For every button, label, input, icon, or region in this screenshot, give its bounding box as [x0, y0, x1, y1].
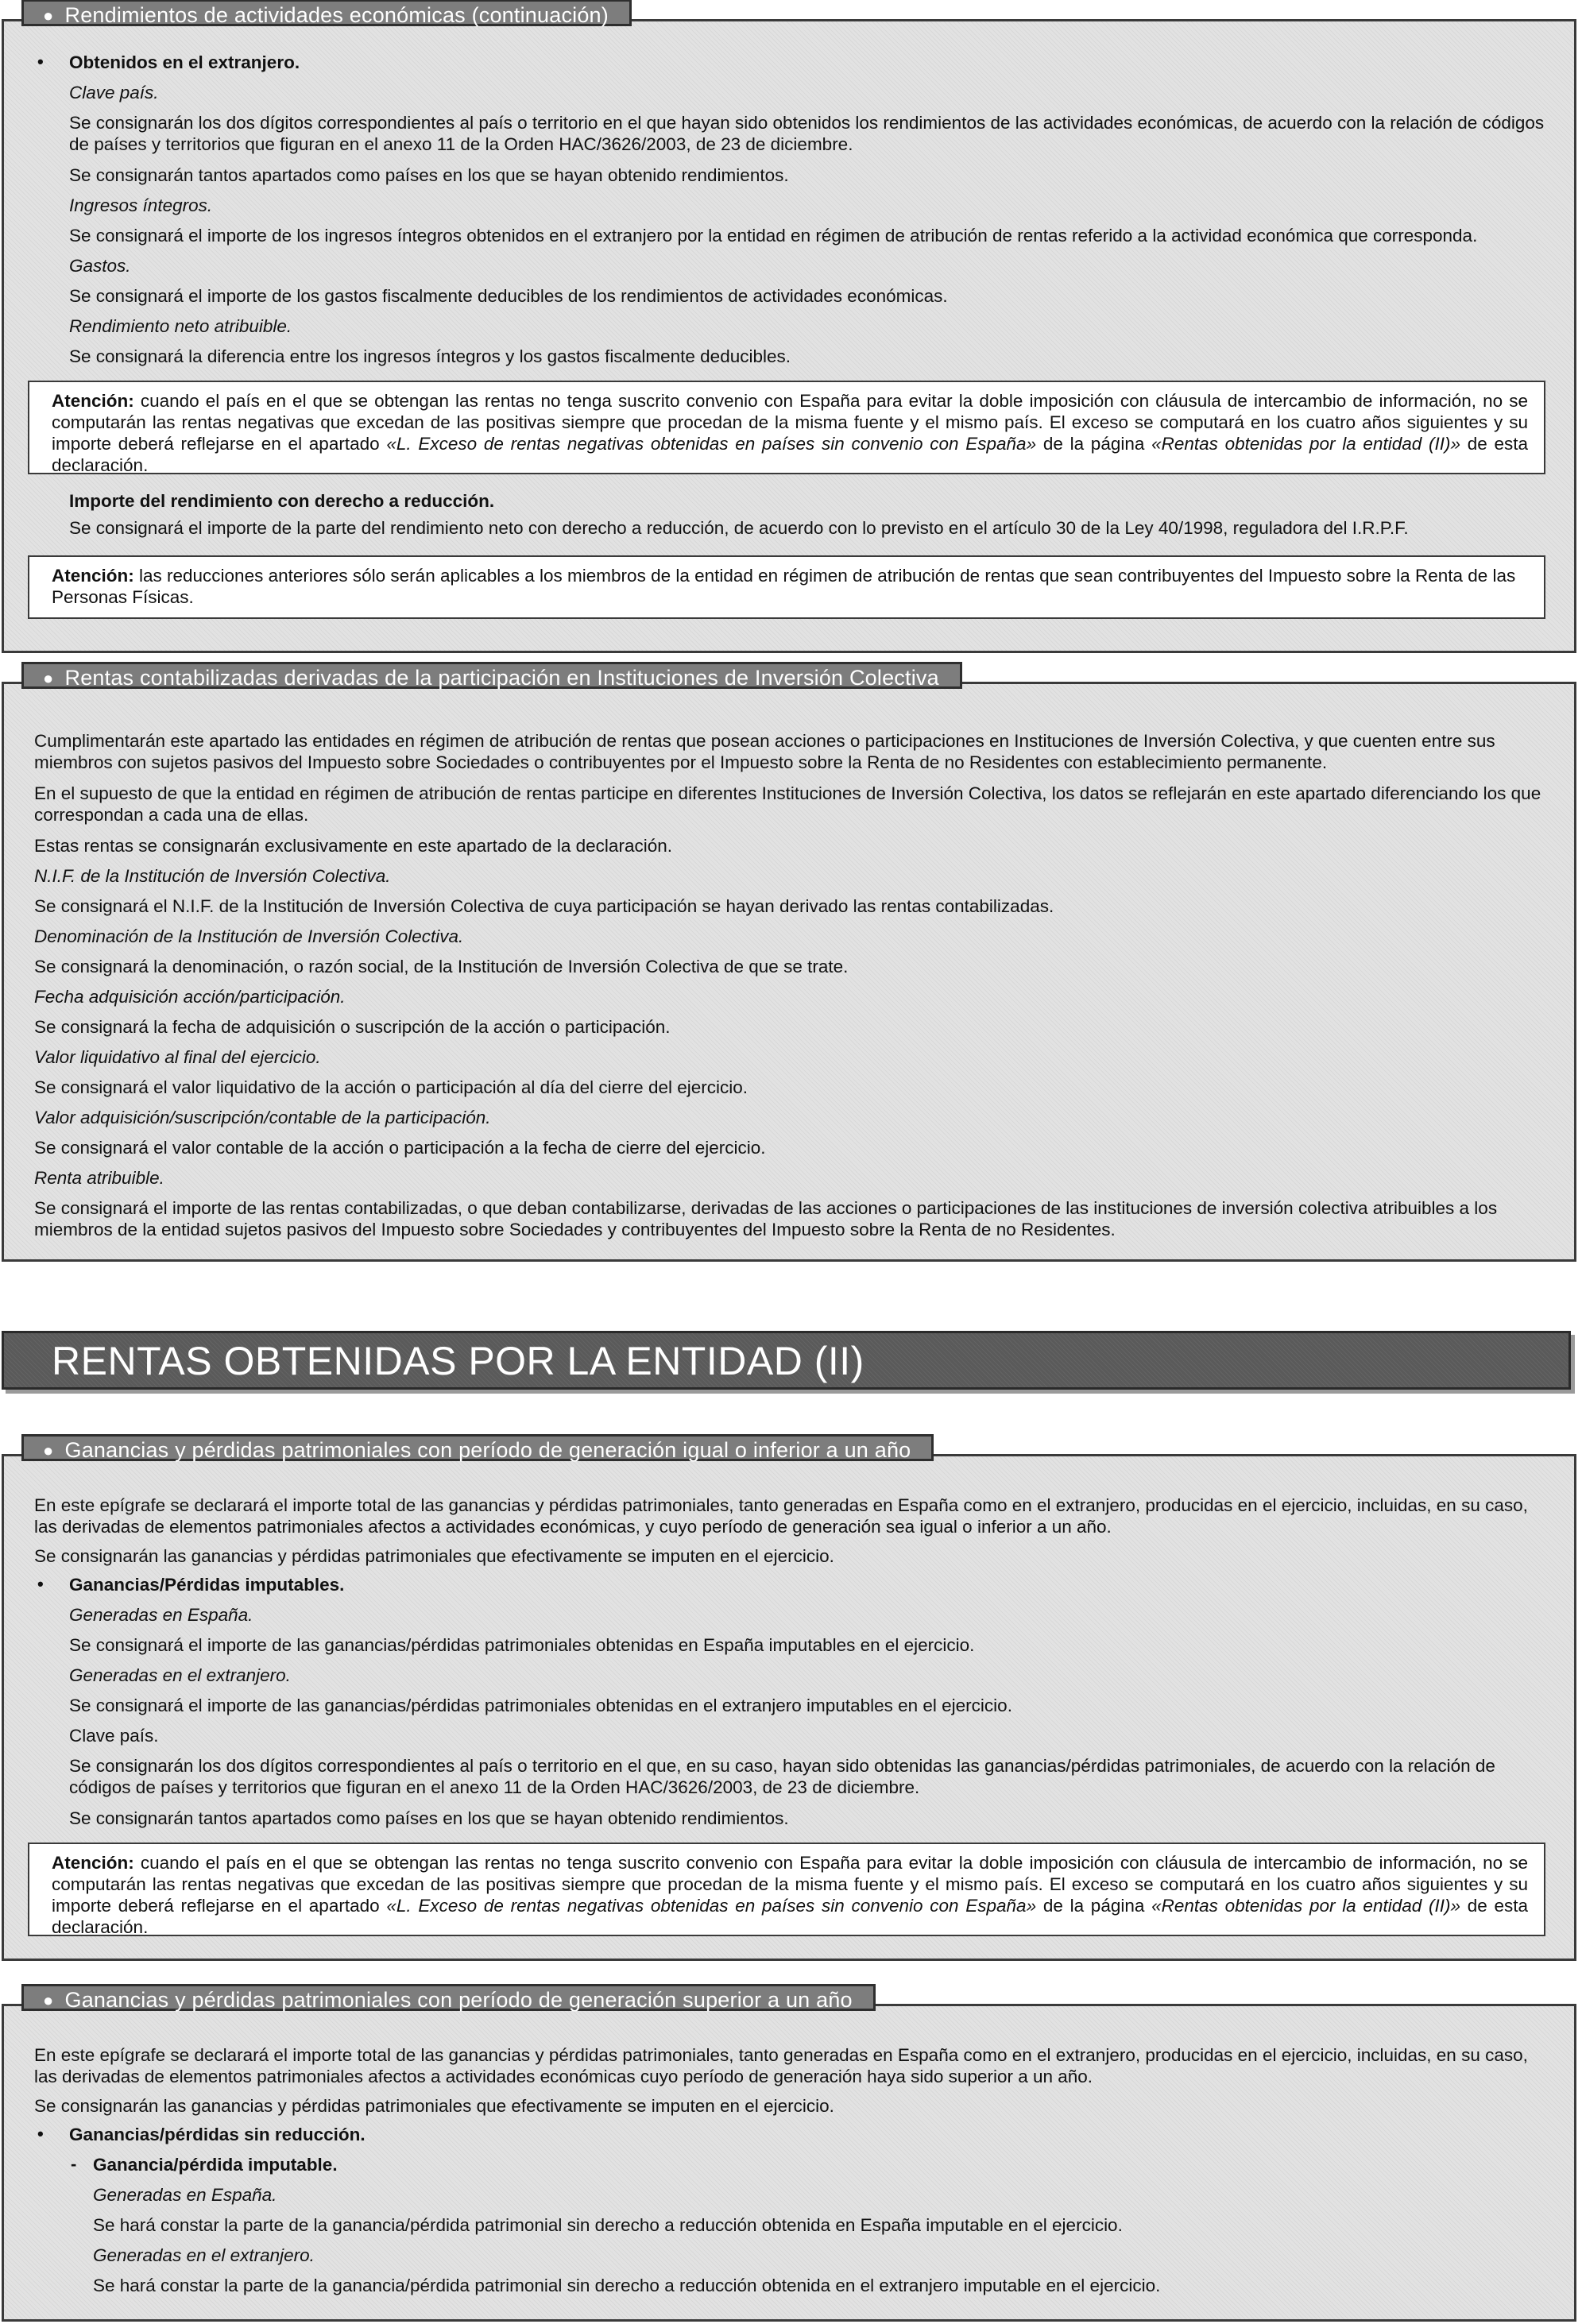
attention-ref: «Rentas obtenidas por la entidad (II)» [1151, 434, 1460, 454]
paragraph: Cumplimentarán este apartado las entidades en régimen de atribución de rentas que posean acciones o participaciones en Instituciones de Inversión Colectiva, y que cuenten entre sus miembros con sujetos pasivos del Impuesto sobre Sociedades o contribuyentes por el Impuesto sobre la Renta de no Residentes con establecimiento permanente. [34, 731, 1495, 772]
subsection-title: Obtenidos en el extranjero. [69, 52, 300, 72]
field-description: Se consignarán tantos apartados como países en los que se hayan obtenido rendimientos. [69, 1808, 789, 1828]
section-rendimientos [2, 3, 1576, 653]
bullet-icon: • [37, 2124, 44, 2144]
section-tab-label: Rendimientos de actividades económicas (continuación) [64, 3, 609, 27]
paragraph: Estas rentas se consignarán exclusivamente en este apartado de la declaración. [34, 836, 672, 856]
bullet-dot-icon: ● [43, 668, 54, 688]
field-label: Renta atribuible. [34, 1168, 164, 1188]
section-tab-label: Ganancias y pérdidas patrimoniales con período de generación igual o inferior a un año [64, 1438, 911, 1462]
field-description: Se hará constar la parte de la ganancia/pérdida patrimonial sin derecho a reducción obtenida en el extranjero imputable en el ejercicio. [93, 2276, 1161, 2295]
field-label: Clave país. [69, 1726, 159, 1746]
bullet-dot-icon: ● [43, 1440, 54, 1460]
page-title-banner [2, 1331, 1571, 1390]
field-label: N.I.F. de la Institución de Inversión Colectiva. [34, 866, 391, 886]
attention-label: Atención: [52, 566, 134, 586]
field-label: Generadas en el extranjero. [69, 1665, 291, 1685]
field-description: Se consignará el importe de los gastos fiscalmente deducibles de los rendimientos de actividades económicas. [69, 286, 948, 306]
field-description: Se hará constar la parte de la ganancia/pérdida patrimonial sin derecho a reducción obtenida en España imputable en el ejercicio. [93, 2215, 1123, 2235]
bullet-dot-icon: ● [43, 1990, 54, 2010]
field-description: Se consignarán los dos dígitos correspondientes al país o territorio en el que hayan sido obtenidos los rendimientos de las actividades económicas, de acuerdo con la relación de códigos de países y territorios que figuran en el anexo 11 de la Orden HAC/3626/2003, de 23 de diciembre. [69, 113, 1545, 154]
subsection-title: Importe del rendimiento con derecho a reducción. [69, 491, 495, 511]
attention-text: de esta declaración. [52, 434, 1528, 475]
attention-box [28, 555, 1545, 619]
attention-text: de esta declaración. [52, 1896, 1528, 1937]
section-ganancias-largo [2, 1988, 1576, 2322]
paragraph: En este epígrafe se declarará el importe total de las ganancias y pérdidas patrimoniales, tanto generadas en España como en el extranjero, producidas en el ejercicio, incluidas, en su caso, las derivadas de elementos patrimoniales afectos a actividades económicas, y cuyo período de generación sea igual o inferior a un año. [34, 1495, 1528, 1537]
field-description: Se consignará el importe de los ingresos íntegros obtenidos en el extranjero por la entidad en régimen de atribución de rentas referido a la actividad económica que corresponda. [69, 226, 1478, 246]
subsection-subtitle: Ganancia/pérdida imputable. [93, 2155, 338, 2175]
attention-text: cuando el país en el que se obtengan las rentas no tenga suscrito convenio con España para evitar la doble imposición con cláusula de intercambio de información, no se computarán las rentas negativas que excedan de las positivas siempre que procedan de la misma fuente y el mismo país. El exceso se computará en los cuatro años siguientes y su importe deberá reflejarse en el apartado [52, 1853, 1528, 1916]
section-iic [2, 666, 1576, 1262]
field-description: Se consignará el N.I.F. de la Institución de Inversión Colectiva de cuya participación se hayan derivado las rentas contabilizadas. [34, 896, 1054, 916]
field-description: Se consignará la denominación, o razón social, de la Institución de Inversión Colectiva de que se trate. [34, 957, 849, 976]
field-description: Se consignarán los dos dígitos correspondientes al país o territorio en el que, en su caso, hayan sido obtenidas las ganancias/pérdidas patrimoniales, de acuerdo con la relación de códigos de países y territorios que figuran en el anexo 11 de la Orden HAC/3626/2003, de 23 de diciembre. [69, 1756, 1495, 1797]
bullet-icon: • [37, 52, 44, 72]
field-description: Se consignará el importe de la parte del rendimiento neto con derecho a reducción, de acuerdo con lo previsto en el artículo 30 de la Ley 40/1998, reguladora del I.R.P.F. [69, 518, 1409, 538]
page-title: RENTAS OBTENIDAS POR LA ENTIDAD (II) [52, 1339, 864, 1383]
field-description: Se consignará el valor liquidativo de la acción o participación al día del cierre del ejercicio. [34, 1077, 748, 1097]
field-description: Se consignará la fecha de adquisición o suscripción de la acción o participación. [34, 1017, 671, 1037]
attention-box [28, 381, 1545, 474]
field-description: Se consignará el valor contable de la acción o participación a la fecha de cierre del ejercicio. [34, 1138, 766, 1158]
field-description: Se consignará la diferencia entre los ingresos íntegros y los gastos fiscalmente deducibles. [69, 346, 791, 366]
field-description: Se consignará el importe de las rentas contabilizadas, o que deban contabilizarse, derivadas de las acciones o participaciones de las instituciones de inversión colectiva atribuibles a los miembros de la entidad sujetos pasivos del Impuesto sobre Sociedades y contribuyentes del Impuesto sobre la Renta de no Residentes. [34, 1198, 1498, 1239]
field-label: Generadas en España. [69, 1605, 253, 1625]
field-label: Rendimiento neto atribuible. [69, 316, 292, 336]
field-label: Fecha adquisición acción/participación. [34, 987, 346, 1007]
subsection-title: Ganancias/pérdidas sin reducción. [69, 2125, 366, 2144]
attention-text: las reducciones anteriores sólo serán aplicables a los miembros de la entidad en régimen de atribución de rentas que sean contribuyentes del Impuesto sobre la Renta de las Personas Físicas. [52, 566, 1516, 607]
attention-ref: «L. Exceso de rentas negativas obtenidas en países sin convenio con España» [386, 1896, 1037, 1916]
field-label: Clave país. [69, 83, 159, 102]
bullet-dot-icon: ● [43, 6, 54, 25]
paragraph: En este epígrafe se declarará el importe total de las ganancias y pérdidas patrimoniales, tanto generadas en España como en el extranjero, producidas en el ejercicio, incluidas, en su caso, las derivadas de elementos patrimoniales afectos a actividades económicas cuyo período de generación haya sido superior a un año. [34, 2045, 1528, 2086]
field-description: Se consignará el importe de las ganancias/pérdidas patrimoniales obtenidas en el extranjero imputables en el ejercicio. [69, 1696, 1012, 1715]
section-tab-label: Rentas contabilizadas derivadas de la participación en Instituciones de Inversión Colectiva [64, 666, 939, 690]
field-label: Valor liquidativo al final del ejercicio. [34, 1047, 321, 1067]
field-label: Valor adquisición/suscripción/contable de la participación. [34, 1108, 491, 1127]
section-tab-label: Ganancias y pérdidas patrimoniales con período de generación superior a un año [64, 1988, 853, 2012]
paragraph: Se consignarán las ganancias y pérdidas patrimoniales que efectivamente se imputen en el ejercicio. [34, 2096, 834, 2116]
field-description: Se consignará el importe de las ganancias/pérdidas patrimoniales obtenidas en España imputables en el ejercicio. [69, 1635, 975, 1655]
paragraph: Se consignarán las ganancias y pérdidas patrimoniales que efectivamente se imputen en el ejercicio. [34, 1546, 834, 1566]
attention-text: de la página [1036, 434, 1152, 454]
attention-text: de la página [1036, 1896, 1152, 1916]
field-label: Ingresos íntegros. [69, 195, 213, 215]
field-label: Generadas en el extranjero. [93, 2245, 315, 2265]
field-label: Denominación de la Institución de Inversión Colectiva. [34, 926, 464, 946]
field-label: Generadas en España. [93, 2185, 277, 2205]
section-ganancias-corto [2, 1438, 1576, 1961]
attention-text: cuando el país en el que se obtengan las rentas no tenga suscrito convenio con España para evitar la doble imposición con cláusula de intercambio de información, no se computarán las rentas negativas que excedan de las positivas siempre que procedan de la misma fuente y el mismo país. El exceso se computará en los cuatro años siguientes y su importe deberá reflejarse en el apartado [52, 391, 1528, 454]
subsection-title: Ganancias/Pérdidas imputables. [69, 1575, 345, 1595]
field-description: Se consignarán tantos apartados como países en los que se hayan obtenido rendimientos. [69, 165, 789, 185]
attention-label: Atención: [52, 1853, 134, 1873]
bullet-icon: • [37, 1574, 44, 1594]
attention-label: Atención: [52, 391, 134, 411]
paragraph: En el supuesto de que la entidad en régimen de atribución de rentas participe en diferentes Instituciones de Inversión Colectiva, los datos se reflejarán en este apartado diferenciando los que correspondan a cada una de ellas. [34, 783, 1541, 825]
attention-box [28, 1843, 1545, 1936]
dash-icon: - [71, 2154, 77, 2174]
attention-ref: «Rentas obtenidas por la entidad (II)» [1151, 1896, 1460, 1916]
attention-ref: «L. Exceso de rentas negativas obtenidas en países sin convenio con España» [386, 434, 1037, 454]
field-label: Gastos. [69, 256, 131, 276]
